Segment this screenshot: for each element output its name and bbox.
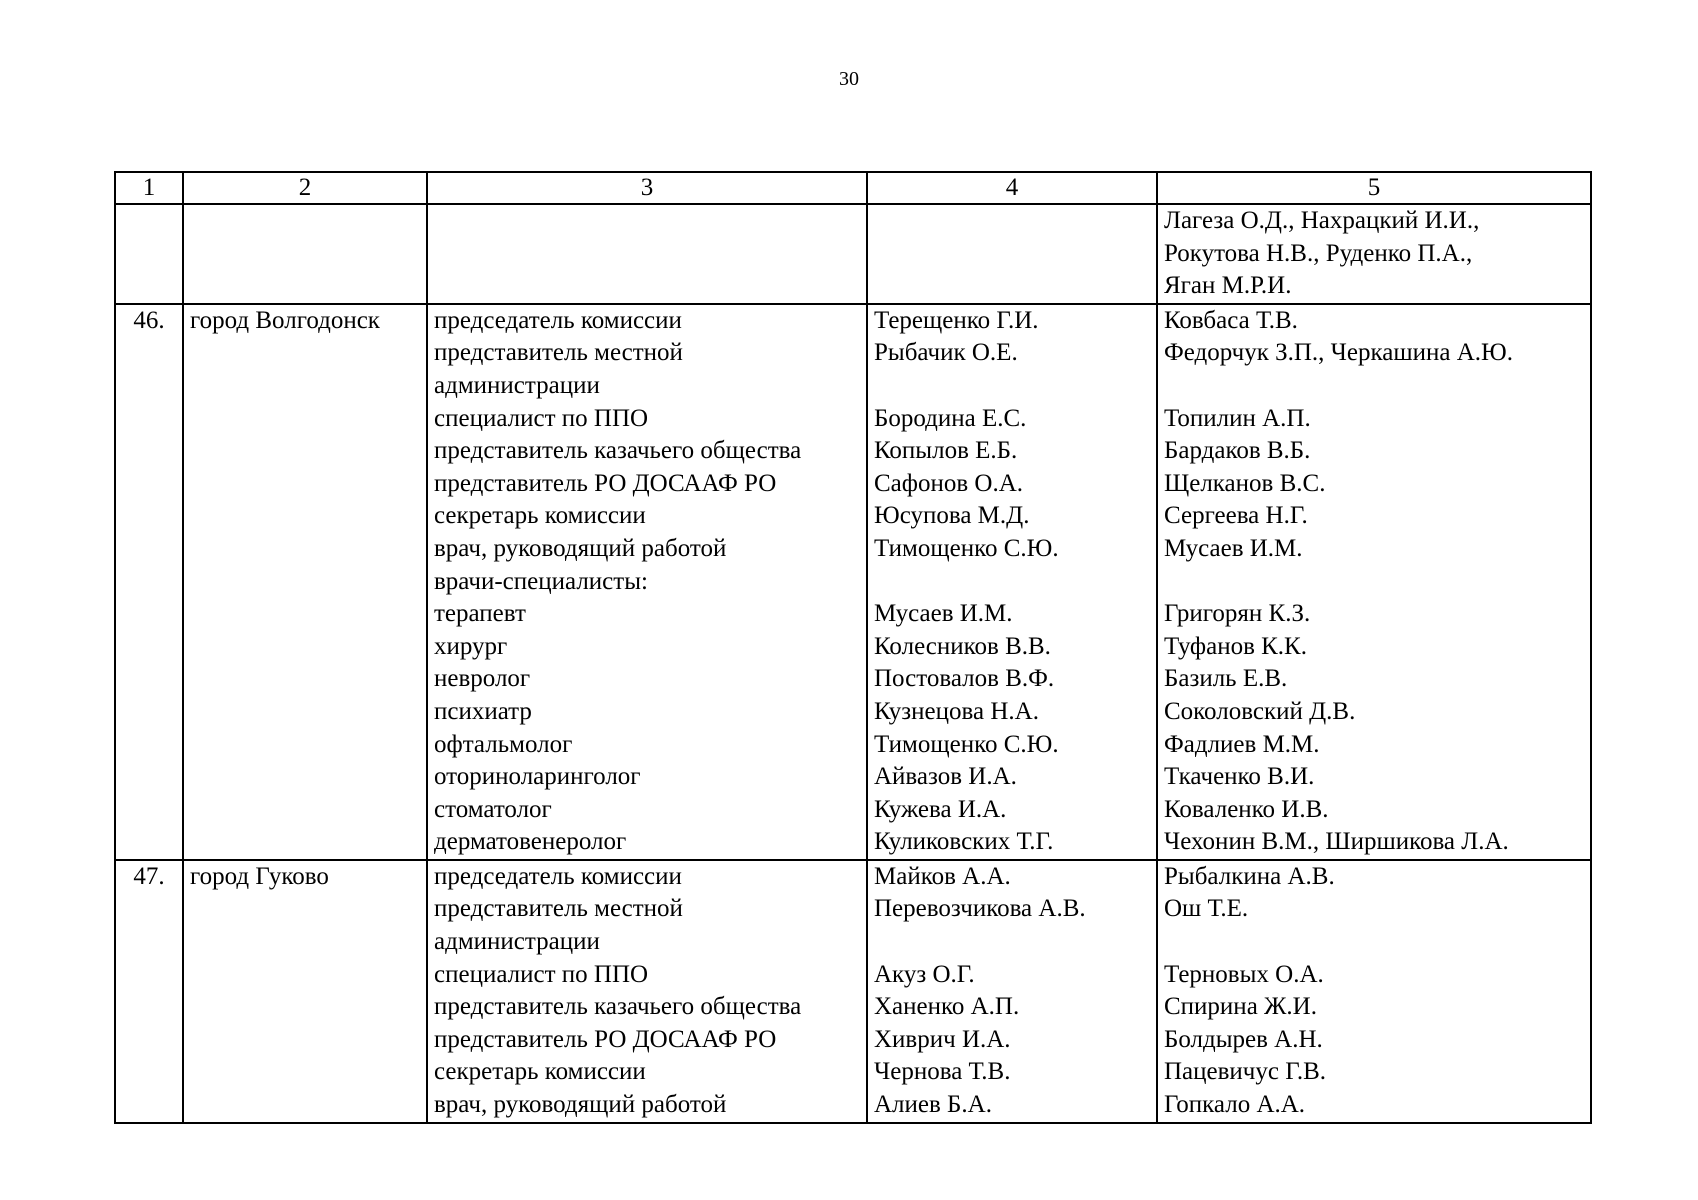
member-line: Алиев Б.А.	[874, 1091, 992, 1119]
role-cell	[427, 860, 867, 1123]
member-line: Куликовских Т.Г.	[874, 828, 1054, 856]
reserve-line: Федорчук З.П., Черкашина А.Ю.	[1164, 339, 1513, 367]
member-line: Перевозчикова А.В.	[874, 895, 1086, 923]
row-number-text: 47.	[133, 862, 165, 890]
member-cell	[867, 304, 1157, 860]
member-cell	[867, 860, 1157, 1123]
role-line: врач, руководящий работой	[434, 1091, 727, 1119]
reserve-line: Базиль Е.В.	[1164, 665, 1288, 693]
role-line: офтальмолог	[434, 730, 573, 758]
member-line: Майков А.А.	[874, 862, 1011, 890]
role-line: оториноларинголог	[434, 763, 641, 791]
member-cell	[867, 204, 1157, 304]
reserve-line: Гопкало А.А.	[1164, 1091, 1306, 1119]
municipality-name	[190, 205, 420, 238]
column-header-4: 4	[867, 172, 1157, 204]
member-line	[874, 370, 1150, 403]
member-line: Хиврич И.А.	[874, 1025, 1011, 1053]
table-header	[115, 172, 1591, 204]
role-line: врач, руководящий работой	[434, 534, 727, 562]
role-line: представитель казачьего общества	[434, 993, 802, 1021]
reserve-line: Терновых О.А.	[1164, 960, 1324, 988]
reserve-line	[1164, 566, 1584, 599]
page-number: 30	[839, 68, 859, 90]
table-row	[115, 860, 1591, 1123]
role-line: секретарь комиссии	[434, 1058, 646, 1086]
member-line: Тимощенко С.Ю.	[874, 730, 1059, 758]
member-line: Ханенко А.П.	[874, 993, 1020, 1021]
reserve-line: Болдырев А.Н.	[1164, 1025, 1323, 1053]
reserve-line: Рыбалкина А.В.	[1164, 862, 1335, 890]
row-number	[115, 304, 183, 860]
table-row	[115, 204, 1591, 304]
role-line: представитель казачьего общества	[434, 437, 802, 465]
commission-table	[114, 171, 1592, 1124]
table-body	[115, 204, 1591, 1123]
header-row	[115, 172, 1591, 204]
role-cell	[427, 304, 867, 860]
role-line: представитель местной	[434, 895, 683, 923]
column-header-1: 1	[115, 172, 183, 204]
table-row	[115, 304, 1591, 860]
role-line: психиатр	[434, 697, 532, 725]
reserve-line: Бардаков В.Б.	[1164, 437, 1311, 465]
role-line: невролог	[434, 665, 531, 693]
reserve-line: Рокутова Н.В., Руденко П.А.,	[1164, 239, 1473, 267]
row-number	[115, 204, 183, 304]
municipality-name: город Волгодонск	[190, 306, 380, 334]
role-line: председатель комиссии	[434, 306, 682, 334]
member-line: Терещенко Г.И.	[874, 306, 1039, 334]
role-cell	[427, 204, 867, 304]
reserve-line: Чехонин В.М., Ширшикова Л.А.	[1164, 828, 1509, 856]
reserve-cell	[1157, 304, 1591, 860]
municipality-cell	[183, 304, 427, 860]
role-line: специалист по ППО	[434, 404, 649, 432]
reserve-line: Соколовский Д.В.	[1164, 697, 1356, 725]
member-line: Колесников В.В.	[874, 632, 1051, 660]
role-line: стоматолог	[434, 795, 552, 823]
role-line: дерматовенеролог	[434, 828, 627, 856]
reserve-line: Сергеева Н.Г.	[1164, 502, 1308, 530]
reserve-line	[1164, 370, 1584, 403]
municipality-cell	[183, 860, 427, 1123]
reserve-line: Пацевичус Г.В.	[1164, 1058, 1327, 1086]
municipality-cell	[183, 204, 427, 304]
role-line: представитель местной	[434, 339, 683, 367]
reserve-line: Ковбаса Т.В.	[1164, 306, 1298, 334]
column-header-5: 5	[1157, 172, 1591, 204]
reserve-line: Фадлиев М.М.	[1164, 730, 1320, 758]
row-number-text	[116, 205, 182, 238]
reserve-line: Яган М.Р.И.	[1164, 272, 1292, 300]
member-line: Юсупова М.Д.	[874, 502, 1030, 530]
reserve-line: Коваленко И.В.	[1164, 795, 1329, 823]
role-line: врачи-специалисты:	[434, 567, 648, 595]
municipality-name: город Гуково	[190, 862, 329, 890]
role-line: администрации	[434, 371, 600, 399]
member-line: Кужева И.А.	[874, 795, 1007, 823]
role-line: терапевт	[434, 600, 526, 628]
reserve-line: Лагеза О.Д., Нахрацкий И.И.,	[1164, 207, 1480, 234]
member-line: Рыбачик О.Е.	[874, 339, 1018, 367]
role-line: хирург	[434, 632, 508, 660]
member-line: Тимощенко С.Ю.	[874, 534, 1059, 562]
row-number	[115, 860, 183, 1123]
member-line: Постовалов В.Ф.	[874, 665, 1055, 693]
reserve-cell	[1157, 860, 1591, 1123]
member-line: Сафонов О.А.	[874, 469, 1024, 497]
member-line: Бородина Е.С.	[874, 404, 1027, 432]
reserve-line: Григорян К.З.	[1164, 600, 1311, 628]
reserve-line	[1164, 926, 1584, 959]
reserve-line: Ткаченко В.И.	[1164, 763, 1315, 791]
member-line: Мусаев И.М.	[874, 600, 1013, 628]
reserve-line: Ош Т.Е.	[1164, 895, 1249, 923]
member-line: Айвазов И.А.	[874, 763, 1017, 791]
reserve-line: Щелканов В.С.	[1164, 469, 1326, 497]
reserve-line: Топилин А.П.	[1164, 404, 1311, 432]
member-line	[874, 566, 1150, 599]
column-header-3: 3	[427, 172, 867, 204]
member-line: Чернова Т.В.	[874, 1058, 1011, 1086]
role-line: представитель РО ДОСААФ РО	[434, 469, 777, 497]
member-line: Акуз О.Г.	[874, 960, 975, 988]
role-line: представитель РО ДОСААФ РО	[434, 1025, 777, 1053]
column-header-2: 2	[183, 172, 427, 204]
reserve-cell	[1157, 204, 1591, 304]
member-line: Кузнецова Н.А.	[874, 697, 1039, 725]
member-line: Копылов Е.Б.	[874, 437, 1018, 465]
row-number-text: 46.	[133, 306, 165, 334]
role-line: председатель комиссии	[434, 862, 682, 890]
reserve-line: Туфанов К.К.	[1164, 632, 1307, 660]
reserve-line: Мусаев И.М.	[1164, 534, 1303, 562]
member-line	[874, 926, 1150, 959]
reserve-line: Спирина Ж.И.	[1164, 993, 1317, 1021]
role-line: администрации	[434, 928, 600, 956]
role-line: специалист по ППО	[434, 960, 649, 988]
role-line: секретарь комиссии	[434, 502, 646, 530]
